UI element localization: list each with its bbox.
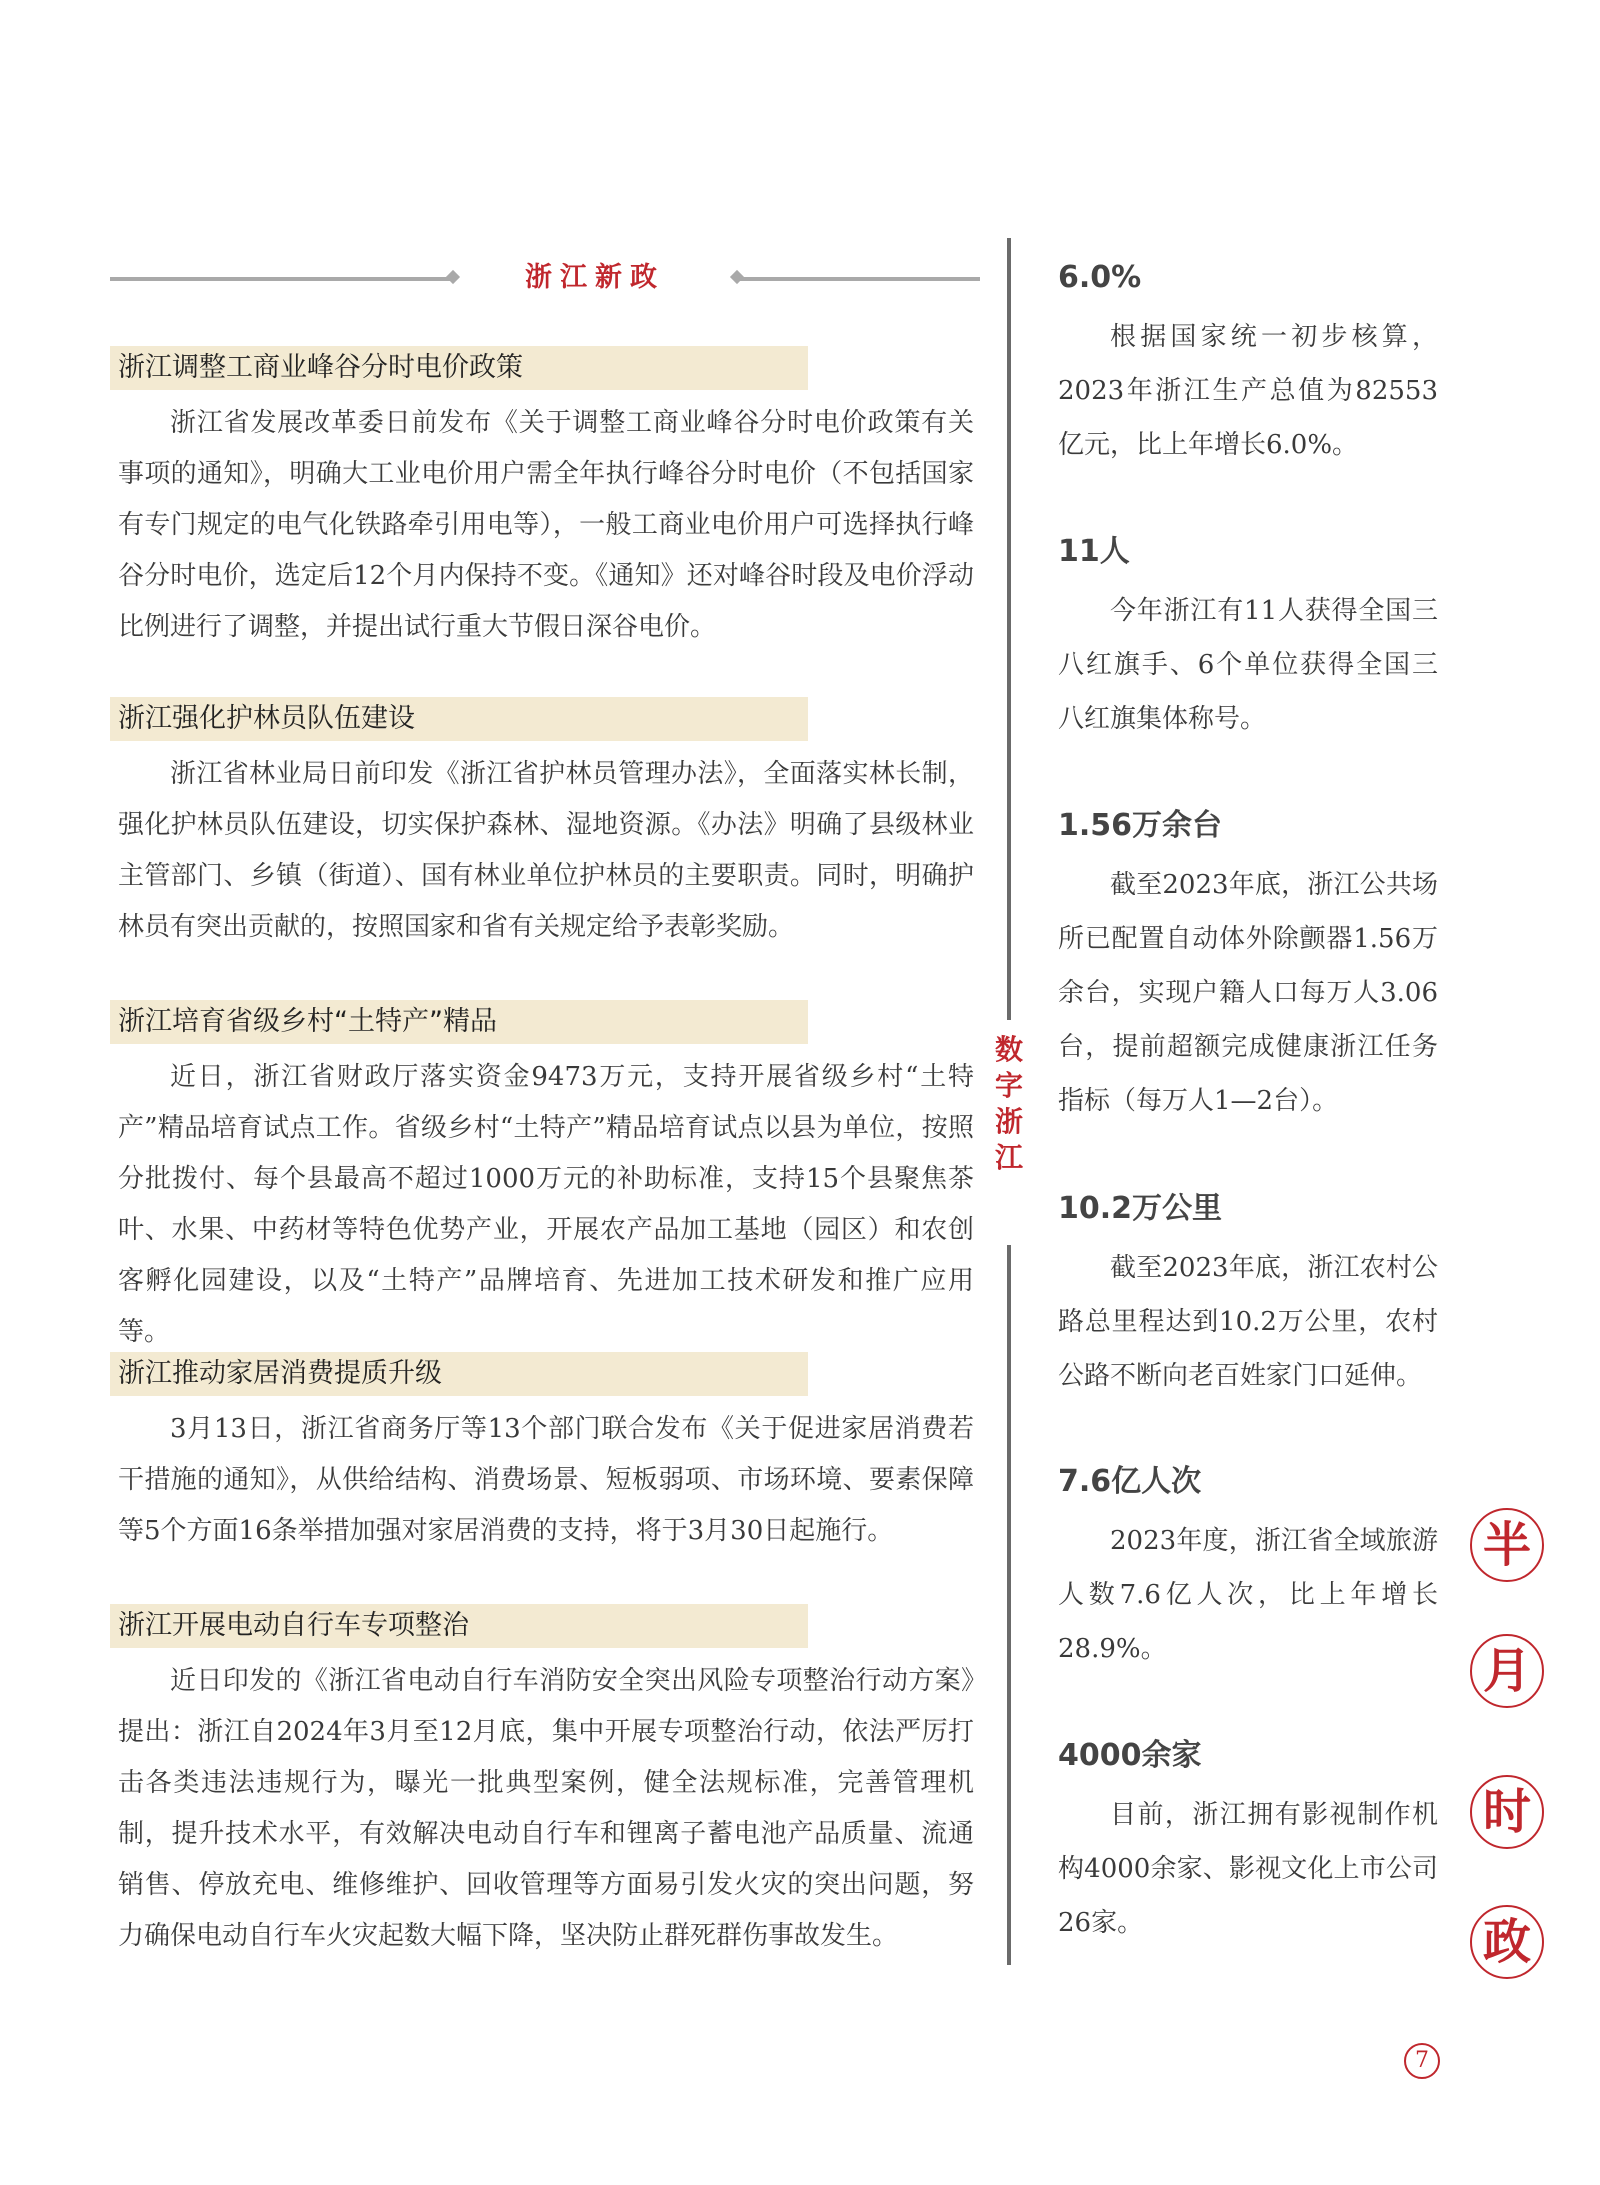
stat-item xyxy=(1058,532,1438,772)
news-title: 浙江开展电动自行车专项整治 xyxy=(110,1604,808,1648)
stat-figure: 10.2万公里 xyxy=(1058,1191,1223,1226)
column-name-char: 半 xyxy=(1470,1508,1544,1582)
news-body: 近日，浙江省财政厅落实资金9473万元，支持开展省级乡村“土特产”精品培育试点工作。省级乡村“土特产”精品培育试点以县为单位，按照分批拨付、每个县最高不超过1000万元的补助标准，支持15个县聚焦茶叶、水果、中药材等特色优势产业，开展农产品加工基地（园区）和农创客孵化园建设，以及“土特产”品牌培育、先进加工技术研发和推广应用等。 xyxy=(118,1062,974,1347)
column-name-char: 政 xyxy=(1470,1905,1544,1979)
news-body: 3月13日，浙江省商务厅等13个部门联合发布《关于促进家居消费若干措施的通知》，从供给结构、消费场景、短板弱项、市场环境、要素保障等5个方面16条举措加强对家居消费的支持，将于3月30日起施行。 xyxy=(118,1414,974,1546)
stat-figure: 1.56万余台 xyxy=(1058,808,1223,843)
news-title: 浙江推动家居消费提质升级 xyxy=(110,1352,808,1396)
column-divider-bottom xyxy=(1007,1245,1011,1965)
news-title: 浙江强化护林员队伍建设 xyxy=(110,697,808,741)
news-title: 浙江培育省级乡村“土特产”精品 xyxy=(110,1000,808,1044)
stat-body: 目前，浙江拥有影视制作机构4000余家、影视文化上市公司26家。 xyxy=(1058,1800,1438,1938)
news-item xyxy=(110,1352,978,1557)
stat-item xyxy=(1058,258,1438,498)
header-diamond-left xyxy=(446,270,460,284)
stat-figure: 7.6亿人次 xyxy=(1058,1464,1202,1499)
page-number: 7 xyxy=(1404,2043,1440,2079)
news-body: 近日印发的《浙江省电动自行车消防安全突出风险专项整治行动方案》提出：浙江自2024年3月至12月底，集中开展专项整治行动，依法严厉打击各类违法违规行为，曝光一批典型案例，健全法规标准，完善管理机制，提升技术水平，有效解决电动自行车和锂离子蓄电池产品质量、流通销售、停放充电、维修维护、回收管理等方面易引发火灾的突出问题，努力确保电动自行车火灾起数大幅下降，坚决防止群死群伤事故发生。 xyxy=(118,1666,974,1951)
stat-body: 根据国家统一初步核算，2023年浙江生产总值为82553亿元，比上年增长6.0%。 xyxy=(1058,322,1438,460)
header-rule-right xyxy=(740,277,980,281)
news-item xyxy=(110,1604,978,1962)
stat-body: 截至2023年底，浙江公共场所已配置自动体外除颤器1.56万余台，实现户籍人口每万人3.06台，提前超额完成健康浙江任务指标（每万人1—2台）。 xyxy=(1058,870,1438,1116)
stat-figure: 11人 xyxy=(1058,534,1130,569)
news-item xyxy=(110,346,978,653)
column-name-char: 时 xyxy=(1470,1775,1544,1849)
header-rule-left xyxy=(110,277,450,281)
stat-item xyxy=(1058,1189,1438,1429)
stat-item xyxy=(1058,806,1438,1154)
column-divider-top xyxy=(1007,238,1011,1020)
section-title: 浙江新政 xyxy=(525,262,665,293)
column-name-char: 月 xyxy=(1470,1634,1544,1708)
news-body: 浙江省发展改革委日前发布《关于调整工商业峰谷分时电价政策有关事项的通知》，明确大工业电价用户需全年执行峰谷分时电价（不包括国家有专门规定的电气化铁路牵引用电等），一般工商业电价用户可选择执行峰谷分时电价，选定后12个月内保持不变。《通知》还对峰谷时段及电价浮动比例进行了调整，并提出试行重大节假日深谷电价。 xyxy=(118,408,974,642)
stat-body: 截至2023年底，浙江农村公路总里程达到10.2万公里，农村公路不断向老百姓家门口延伸。 xyxy=(1058,1253,1438,1391)
news-item xyxy=(110,1000,978,1358)
stat-body: 2023年度，浙江省全域旅游人数7.6亿人次，比上年增长28.9%。 xyxy=(1058,1526,1438,1664)
stat-item xyxy=(1058,1462,1438,1702)
stat-figure: 6.0% xyxy=(1058,260,1142,295)
news-title: 浙江调整工商业峰谷分时电价政策 xyxy=(110,346,808,390)
section-header xyxy=(110,255,980,301)
stat-body: 今年浙江有11人获得全国三八红旗手、6个单位获得全国三八红旗集体称号。 xyxy=(1058,596,1438,734)
news-item xyxy=(110,697,978,953)
news-body: 浙江省林业局日前印发《浙江省护林员管理办法》，全面落实林长制，强化护林员队伍建设，切实保护森林、湿地资源。《办法》明确了县级林业主管部门、乡镇（街道）、国有林业单位护林员的主要职责。同时，明确护林员有突出贡献的，按照国家和省有关规定给予表彰奖励。 xyxy=(118,759,974,942)
stat-figure: 4000余家 xyxy=(1058,1738,1202,1773)
stat-item xyxy=(1058,1736,1438,1976)
side-label: 数字浙江 xyxy=(994,1033,1023,1174)
